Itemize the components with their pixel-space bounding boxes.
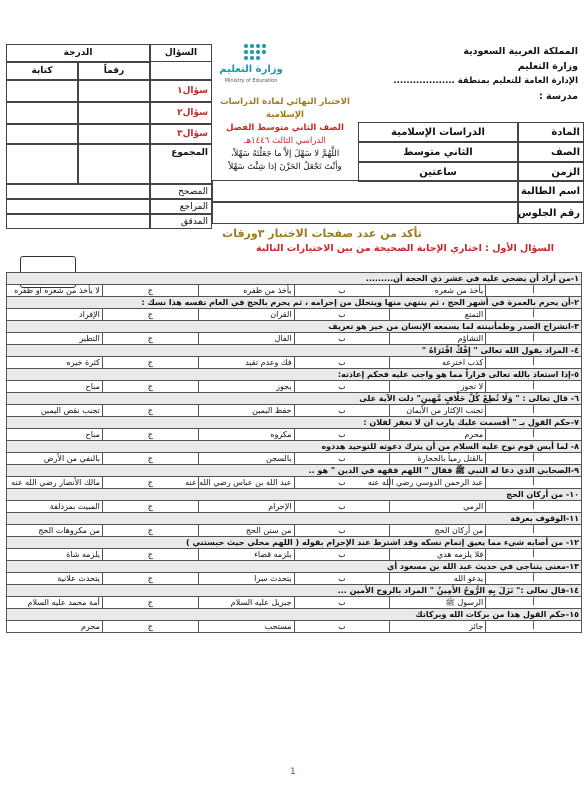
exam-title: الاختبار النهائي لمادة الدراسات الإسلامية (220, 97, 350, 120)
reviewer-label: المراجع (150, 199, 212, 214)
option-a[interactable]: يدعو الله (390, 573, 486, 585)
option-letter-c: ج (102, 525, 198, 537)
q1-digits-cell[interactable] (78, 80, 150, 102)
question-row (7, 393, 582, 405)
corrector-label: المصحح (150, 184, 212, 199)
option-c[interactable]: التطير (7, 333, 103, 345)
options-row (7, 429, 582, 441)
option-b[interactable]: يلزمه قضاء (198, 549, 294, 561)
option-letter-c: ج (102, 381, 198, 393)
options-row (7, 357, 582, 369)
corrector-cell[interactable] (6, 184, 150, 199)
option-letter-b: ب (294, 621, 390, 633)
grade-title: الصف الثاني متوسط الفصل (226, 123, 344, 133)
options-row (7, 333, 582, 345)
student-name-field[interactable] (212, 180, 518, 202)
options-row (7, 597, 582, 609)
option-b[interactable]: جبريل عليه السلام (198, 597, 294, 609)
option-letter-a: أ (486, 597, 582, 609)
option-b[interactable]: مكروه (198, 429, 294, 441)
subject-label: المادة (518, 122, 584, 142)
auditor-cell[interactable] (6, 214, 150, 229)
question-header: السؤال (150, 44, 212, 62)
option-letter-a: أ (486, 405, 582, 417)
option-a[interactable]: لا تجوز (390, 381, 486, 393)
option-letter-b: ب (294, 405, 390, 417)
option-letter-b: ب (294, 309, 390, 321)
q1-words-cell[interactable] (6, 80, 78, 102)
question-text: ٥-إذا استعاذ بالله تعالى فراراً مما هو واجب عليه فحكم إعاذته: (7, 369, 582, 381)
question-text: ٨- لما أيس قوم نوح عليه السلام من أن يترك دعوته للتوحيد هددوه (7, 441, 582, 453)
option-letter-b: ب (294, 525, 390, 537)
option-b[interactable]: الإحرام (198, 501, 294, 513)
option-letter-a: أ (486, 549, 582, 561)
option-letter-a: أ (486, 501, 582, 513)
ministry-header (393, 44, 578, 104)
section-title: السؤال الأول : اختاري الإجابة الصحيحة من بين الاختيارات التالية (256, 243, 554, 254)
question-row (7, 537, 582, 549)
option-c[interactable]: محرم (7, 621, 103, 633)
option-c[interactable]: المبيت بمزدلفة (7, 501, 103, 513)
dua-line: وأنْتَ تَجْعَلُ الحَزْنَ إذا شِئْتَ سَهْلاً (228, 162, 342, 172)
option-letter-c: ج (102, 333, 198, 345)
option-letter-b: ب (294, 285, 390, 297)
option-letter-a: أ (486, 381, 582, 393)
question-text: ٤- المراد بقول الله تعالى " إِفْكٌ افْتَرَاهُ " (7, 345, 582, 357)
options-row (7, 405, 582, 417)
options-row (7, 501, 582, 513)
option-letter-a: أ (486, 573, 582, 585)
option-a[interactable]: محرم (390, 429, 486, 441)
option-c[interactable]: مباح (7, 429, 103, 441)
option-b[interactable]: يأخذ من ظفره (198, 285, 294, 297)
option-a[interactable]: الرسول ﷺ (390, 597, 486, 609)
grade-value: الثاني متوسط (358, 142, 518, 162)
question-row (7, 561, 582, 573)
logo-text: وزارة التعليم (219, 64, 283, 75)
student-table (212, 180, 584, 224)
option-letter-c: ج (102, 357, 198, 369)
questions-table (6, 272, 582, 633)
option-a[interactable]: من أركان الحج (390, 525, 486, 537)
auditor-label: المدقق (150, 214, 212, 229)
options-row (7, 549, 582, 561)
option-letter-a: أ (486, 453, 582, 465)
option-c[interactable]: مباح (7, 381, 103, 393)
option-a[interactable]: يأخذ من شعره (390, 285, 486, 297)
option-b[interactable]: بالسجن (198, 453, 294, 465)
q3-label: سؤال٣ (150, 124, 212, 144)
question-text: ١١-الوقوف بعرفة (7, 513, 582, 525)
q2-digits-cell[interactable] (78, 102, 150, 124)
option-letter-c: ج (102, 597, 198, 609)
time-value: ساعتين (358, 162, 518, 182)
option-c[interactable]: الإفراد (7, 309, 103, 321)
option-letter-b: ب (294, 501, 390, 513)
option-b[interactable]: مستحب (198, 621, 294, 633)
option-b[interactable]: حفظ اليمين (198, 405, 294, 417)
options-row (7, 477, 582, 489)
question-text: ٩-الصحابي الذي دعا له النبي ﷺ فقال " اللهم فقهه في الدين " هو .. (7, 465, 582, 477)
words-header: كتابة (6, 62, 78, 80)
option-b[interactable]: يتحدث سرا (198, 573, 294, 585)
option-letter-a: أ (486, 357, 582, 369)
option-c[interactable]: كثرة خيره (7, 357, 103, 369)
seat-number-field[interactable] (212, 202, 518, 224)
option-letter-c: ج (102, 549, 198, 561)
ministry-logo (214, 40, 288, 90)
option-b[interactable]: القران (198, 309, 294, 321)
question-text: ١٠- من أركان الحج (7, 489, 582, 501)
options-row (7, 453, 582, 465)
question-row (7, 297, 582, 309)
grade-label: الصف (518, 142, 584, 162)
option-letter-b: ب (294, 573, 390, 585)
option-letter-c: ج (102, 453, 198, 465)
question-row (7, 585, 582, 597)
option-a[interactable]: الرمي (390, 501, 486, 513)
option-c[interactable]: من مكروهات الحج (7, 525, 103, 537)
option-letter-b: ب (294, 429, 390, 441)
option-letter-a: أ (486, 429, 582, 441)
option-letter-b: ب (294, 357, 390, 369)
question-text: ٦- قال تعالى : " وَلَا تُطِعْ كُلَّ حَلَّافٍ مَّهِينٍ" دلت الآية على (7, 393, 582, 405)
q2-words-cell[interactable] (6, 102, 78, 124)
logo-subtext: Ministry of Education (224, 78, 278, 84)
header-line: وزارة التعليم (517, 61, 578, 72)
option-c[interactable]: يتحدث علانية (7, 573, 103, 585)
option-letter-a: أ (486, 285, 582, 297)
page-number: 1 (290, 767, 296, 777)
options-row (7, 309, 582, 321)
question-row (7, 345, 582, 357)
option-b[interactable]: من سنن الحج (198, 525, 294, 537)
question-text: ٧-حكم القول بـ " أقسمت عليك يارب ان لا تغفر لفلان : (7, 417, 582, 429)
total-label: المجموع (150, 144, 212, 184)
option-c[interactable]: تجنب نقض اليمين (7, 405, 103, 417)
option-a[interactable]: عبد الرحمن الدوسي رضي الله عنه (390, 477, 486, 489)
question-text: ٣-انشراح الصدر وطمأنينته لما يسمعه الإنسان من خير هو تعريف (7, 321, 582, 333)
option-letter-a: أ (486, 477, 582, 489)
question-text: ١٤-قال تعالى :" نَزَلَ بِهِ الرُّوحُ الأَمِينُ " المراد بالروح الأمين ... (7, 585, 582, 597)
option-a[interactable]: فلا يلزمه هدي (390, 549, 486, 561)
question-row (7, 369, 582, 381)
q3-words-cell[interactable] (6, 124, 78, 144)
total-words-cell[interactable] (6, 144, 78, 184)
option-b[interactable]: الفال (198, 333, 294, 345)
header-line: الإدارة العامة للتعليم بمنطقة ................... (393, 76, 578, 86)
option-letter-b: ب (294, 597, 390, 609)
option-letter-b: ب (294, 381, 390, 393)
option-a[interactable]: تجنب الإكثار من الأيمان (390, 405, 486, 417)
option-letter-b: ب (294, 477, 390, 489)
q1-label: سؤال١ (150, 80, 212, 102)
pages-notice: تأكد من عدد صفحات الاختبار ٣ورقات (222, 227, 422, 240)
option-a[interactable]: التشاؤم (390, 333, 486, 345)
option-letter-c: ج (102, 477, 198, 489)
option-letter-b: ب (294, 333, 390, 345)
question-text: ١٥-حكم القول هذا من بركات الله وبركاتك (7, 609, 582, 621)
option-letter-c: ج (102, 573, 198, 585)
options-row (7, 381, 582, 393)
dua-line: اللَّهُمَّ لا سَهْلَ إلاَّ ما جَعَلْتَهُ سَهْلاً، (230, 149, 340, 159)
grade-header: الدرجة (6, 44, 150, 62)
option-a[interactable]: بالقتل رمياً بالحجارة (390, 453, 486, 465)
option-letter-c: ج (102, 621, 198, 633)
time-label: الزمن (518, 162, 584, 182)
option-letter-a: أ (486, 333, 582, 345)
option-letter-b: ب (294, 549, 390, 561)
question-row (7, 513, 582, 525)
header-line: مدرسة : (538, 91, 578, 102)
option-c[interactable]: يلزمه شاة (7, 549, 103, 561)
option-a[interactable]: كذب اخترعه (390, 357, 486, 369)
q3-digits-cell[interactable] (78, 124, 150, 144)
subject-value: الدراسات الإسلامية (358, 122, 518, 142)
option-letter-a: أ (486, 309, 582, 321)
question-text: ١٣-معنى يتناجى في حديث عبد الله بن مسعود أي (7, 561, 582, 573)
option-a[interactable]: جائز (390, 621, 486, 633)
question-text: ٢-أن يحرم بالعمرة في أشهر الحج ، ثم ينتهي منها ويتحلل من إحرامه ، ثم يحرم بالحج في العام نفسه هذا نسك : (7, 297, 582, 309)
options-row (7, 573, 582, 585)
option-letter-c: ج (102, 309, 198, 321)
option-letter-c: ج (102, 429, 198, 441)
option-c[interactable]: مالك الأنصار رضي الله عنه (7, 477, 103, 489)
option-b[interactable]: فك وعدم تقيد (198, 357, 294, 369)
question-text: ١٢- من أصابه شيء مما يعيق إتمام نسكه وقد اشترط عند الإحرام بقوله ( اللهم محلي حيث حبستني ) (7, 537, 582, 549)
term-title: الدراسي الثالث ١٤٤٦هـ (244, 136, 326, 146)
option-letter-c: ج (102, 405, 198, 417)
seat-number-label: رقم الجلوس (518, 202, 584, 224)
option-a[interactable]: التمتع (390, 309, 486, 321)
option-b[interactable]: عبد الله بن عباس رضي الله عنه (198, 477, 294, 489)
question-row (7, 273, 582, 285)
option-c[interactable]: أمة محمد عليه السلام (7, 597, 103, 609)
option-letter-a: أ (486, 621, 582, 633)
grades-table (6, 44, 212, 228)
option-letter-b: ب (294, 453, 390, 465)
options-row (7, 621, 582, 633)
header-line: المملكة العربية السعودية (463, 46, 578, 57)
question-text: ١-من أراد أن يضحي عليه في عشر ذي الحجة أن......... (7, 273, 582, 285)
exam-title-block (212, 96, 358, 174)
option-letter-a: أ (486, 525, 582, 537)
student-name-label: اسم الطالبة (518, 180, 584, 202)
question-row (7, 465, 582, 477)
question-row (7, 609, 582, 621)
option-letter-c: ج (102, 501, 198, 513)
question-row (7, 417, 582, 429)
q2-label: سؤال٢ (150, 102, 212, 124)
options-row (7, 525, 582, 537)
total-digits-cell[interactable] (78, 144, 150, 184)
question-row (7, 441, 582, 453)
options-row (7, 285, 582, 297)
digits-header: رقماً (78, 62, 150, 80)
option-letter-c: ج (102, 285, 198, 297)
question-row (7, 321, 582, 333)
reviewer-cell[interactable] (6, 199, 150, 214)
option-b[interactable]: يجوز (198, 381, 294, 393)
option-c[interactable]: بالنفي من الأرض (7, 453, 103, 465)
option-c[interactable]: لا يأخذ من شعره او ظفره (7, 285, 103, 297)
question-row (7, 489, 582, 501)
